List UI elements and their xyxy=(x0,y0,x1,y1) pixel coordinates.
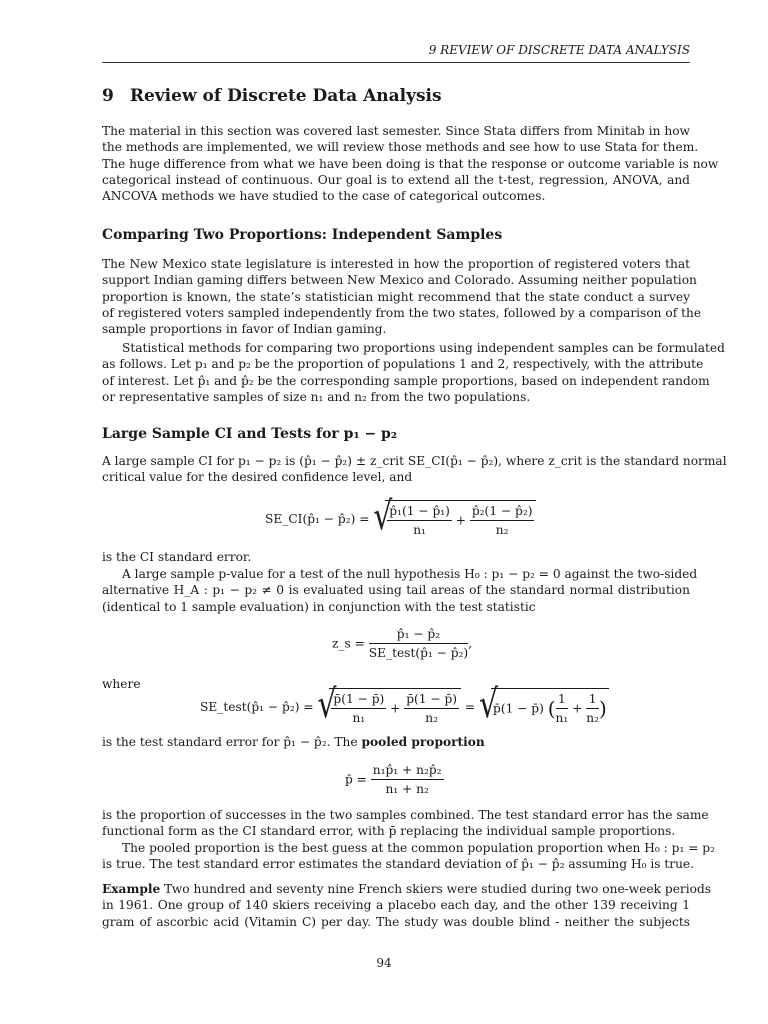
bold-term: pooled proportion xyxy=(361,735,485,749)
fraction-denominator: n₁ xyxy=(352,711,366,726)
paragraph-test-se xyxy=(102,734,690,750)
header-rule xyxy=(102,62,690,63)
text-line: of registered voters sampled independently from the two states, followed by a comparison of the xyxy=(102,305,702,320)
text-line: where xyxy=(102,677,141,691)
fraction-numerator: 1 xyxy=(556,691,569,709)
fraction-numerator: n₁p̂₁ + n₂p̂₂ xyxy=(371,762,444,780)
text-line: as follows. Let p₁ and p₂ be the proportion of populations 1 and 2, respectively, with the attribute xyxy=(102,357,704,372)
fraction-numerator: p̂₁(1 − p̂₁) xyxy=(387,503,452,521)
paragraph-methods xyxy=(102,340,725,405)
text-line: critical value for the desired confidence level, and xyxy=(102,470,413,485)
fraction-denominator: n₁ xyxy=(555,711,569,726)
fraction-numerator: p̄(1 − p̄) xyxy=(404,691,459,709)
fraction-numerator: 1 xyxy=(586,691,599,709)
sentence: Two hundred and seventy nine French skiers were studied during two one-week periods xyxy=(160,882,712,896)
equation-lhs: p̄ = xyxy=(345,772,367,787)
equation-se-ci xyxy=(265,494,536,540)
square-root: √ $\frac{\text{p̂₁(1 − p̂₁)}}{\text{n₁}}$ + $\frac{\text{p̂₂(1 − p̂₂)}}{\text{n₂}}$ xyxy=(373,500,536,539)
subsection-heading: Large Sample CI and Tests for p₁ − p₂ xyxy=(102,426,397,442)
text-line: alternative H_A : p₁ − p₂ ≠ 0 is evaluated using tail areas of the standard normal distribution xyxy=(102,583,690,598)
section-title xyxy=(102,88,442,104)
text-line: The New Mexico state legislature is interested in how the proportion of registered voters that xyxy=(102,257,690,271)
equation-zs xyxy=(332,626,472,662)
paragraph-ci xyxy=(102,453,727,486)
text-line xyxy=(102,734,690,750)
text-line: ANCOVA methods we have studied to the case of categorical outcomes. xyxy=(102,189,546,204)
text-line: A large sample CI for p₁ − p₂ is (p̂₁ − p̂₂) ± z_crit SE_CI(p̂₁ − p̂₂), where z_crit is the standard normal xyxy=(102,454,727,468)
text-line xyxy=(102,881,712,897)
square-root: √ $\frac{p̄(1 - p̄)}{\text{n₁}}$ + $\frac{p̄(1 - p̄)}{\text{n₂}}$ xyxy=(317,688,461,727)
text-line: is the proportion of successes in the two samples combined. The test standard error has the same xyxy=(102,808,709,822)
text-line: is the CI standard error. xyxy=(102,550,252,564)
fraction-denominator: SE_test(p̂₁ − p̂₂) xyxy=(368,646,469,661)
fraction-numerator: p̄(1 − p̄) xyxy=(331,691,386,709)
text-line: in 1961. One group of 140 skiers receiving a placebo each day, and the other 139 receiving 1 xyxy=(102,898,690,913)
page-number: 94 xyxy=(376,956,392,970)
running-head: 9 REVIEW OF DISCRETE DATA ANALYSIS xyxy=(428,43,690,57)
text-line: functional form as the CI standard error, with p̄ replacing the individual sample proportions. xyxy=(102,824,676,839)
section-number: 9 xyxy=(102,86,114,106)
example-label: Example xyxy=(102,882,161,896)
paragraph-pvalue xyxy=(102,566,698,615)
paragraph-pooled xyxy=(102,807,709,840)
text-line: The huge difference from what we have been doing is that the response or outcome variable is now xyxy=(102,156,719,171)
equation-pooled xyxy=(345,762,444,798)
paragraph-voters xyxy=(102,256,702,337)
punctuation: , xyxy=(468,636,473,651)
text-line: is true. The test standard error estimates the standard deviation of p̂₁ − p̂₂ assuming H₀ is true. xyxy=(102,857,695,872)
text-line: The material in this section was covered last semester. Since Stata differs from Minitab in how xyxy=(102,124,690,138)
equation-lhs: SE_CI(p̂₁ − p̂₂) = xyxy=(265,511,370,526)
square-root: √ p̄(1 − p̄) ( $\frac{1}{\text{n₁}}$ + $\frac{1}{\text{n₂}}$ ) xyxy=(479,682,607,728)
fraction-denominator: n₁ + n₂ xyxy=(385,782,429,797)
equation-term: p̄(1 − p̄) xyxy=(493,701,544,716)
text-line: gram of ascorbic acid (Vitamin C) per day. The study was double blind - neither the subjects xyxy=(102,914,690,929)
text-line: sample proportions in favor of Indian gaming. xyxy=(102,322,387,337)
equation-lhs: SE_test(p̂₁ − p̂₂) = xyxy=(200,699,314,714)
fraction-numerator: p̂₁ − p̂₂ xyxy=(369,626,468,644)
paragraph-best-guess xyxy=(102,840,715,873)
text-line: the methods are implemented, we will review those methods and see how to use Stata for them. xyxy=(102,140,699,155)
text-line: Statistical methods for comparing two proportions using independent samples can be formulated xyxy=(122,341,725,355)
text-line: of interest. Let p̂₁ and p̂₂ be the corresponding sample proportions, based on independent random xyxy=(102,373,710,388)
text-line: support Indian gaming differs between New Mexico and Colorado. Assuming neither population xyxy=(102,273,697,288)
equation-se-test: SE_test(p̂₁ − p̂₂) = √ $\frac{p̄(1 - p̄)}{\text{n₁}}$ + $\frac{p̄(1 - p̄)}{\text{n₂}}$ = √ p̄(1 − p̄) ( $\frac{1}{\text{n₁}}$ + $\frac{1}{\text{n₂}}$ ) xyxy=(200,682,607,728)
fraction-denominator: n₂ xyxy=(495,523,509,538)
sentence: is the test standard error for p̂₁ − p̂₂. The xyxy=(102,735,362,749)
paragraph-example xyxy=(102,881,712,930)
fraction-numerator: p̂₂(1 − p̂₂) xyxy=(470,503,535,521)
text-line: proportion is known, the state’s statistician might recommend that the state conduct a survey xyxy=(102,289,690,304)
text-line: or representative samples of size n₁ and n₂ from the two populations. xyxy=(102,389,531,404)
intro-paragraph xyxy=(102,123,719,204)
text-line: categorical instead of continuous. Our goal is to extend all the t-test, regression, ANOVA, and xyxy=(102,172,690,187)
paragraph-ci-se xyxy=(102,549,690,565)
section-title-text: Review of Discrete Data Analysis xyxy=(129,86,442,106)
text-line: A large sample p-value for a test of the null hypothesis H₀ : p₁ − p₂ = 0 against the two-sided xyxy=(122,567,698,581)
subsection-heading: Comparing Two Proportions: Independent Samples xyxy=(102,227,503,243)
text-line: (identical to 1 sample evaluation) in conjunction with the test statistic xyxy=(102,599,536,614)
fraction-denominator: n₁ xyxy=(413,523,426,538)
equation-lhs: z_s = xyxy=(332,636,365,651)
fraction-denominator: n₂ xyxy=(425,711,438,726)
text-line: The pooled proportion is the best guess at the common population proportion when H₀ : p₁ = p₂ xyxy=(122,841,715,855)
fraction-denominator: n₂ xyxy=(586,711,599,726)
